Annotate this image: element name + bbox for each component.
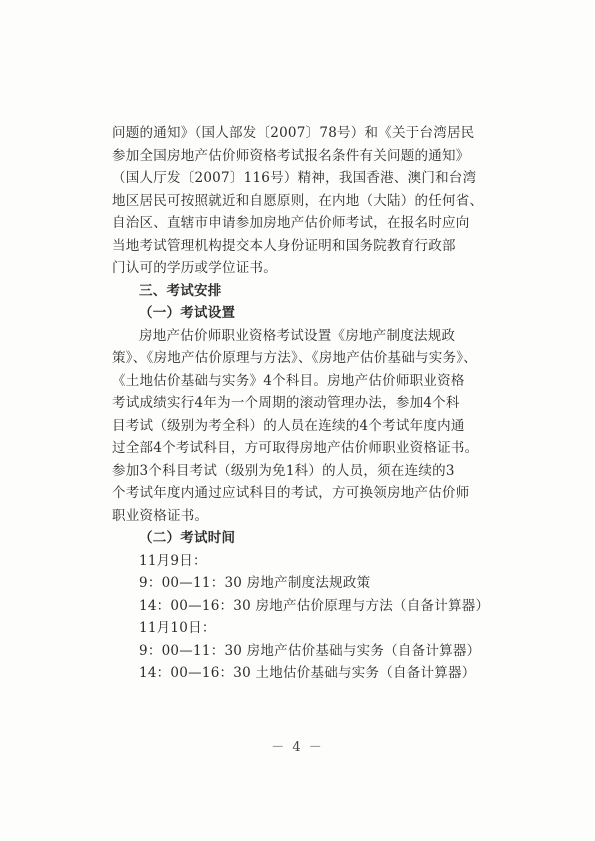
paragraph-line: 参加3个科目考试（级别为免1科）的人员，须在连续的3	[112, 462, 455, 479]
subsection-heading: （二）考试时间	[139, 530, 236, 546]
paragraph-line: 《土地估价基础与实务》4个科目。房地产估价师职业资格	[112, 372, 465, 389]
paragraph-line: 门认可的学历或学位证书。	[112, 260, 277, 276]
paragraph-line: 过全部4个考试科目，方可取得房地产估价师职业资格证书。	[112, 440, 479, 456]
paragraph-line: 当地考试管理机构提交本人身份证明和国务院教育行政部	[112, 237, 456, 254]
exam-session: 14：00—16：30 房地产估价原理与方法（自备计算器）	[139, 597, 490, 614]
paragraph-line: 参加全国房地产估价师资格考试报名条件有关问题的通知》	[112, 147, 470, 164]
page-number: － 4 －	[271, 740, 324, 755]
paragraph-line: 策》、《房地产估价原理与方法》、《房地产估价基础与实务》、	[112, 350, 477, 366]
paragraph-line: 考试成绩实行4年为一个周期的滚动管理办法，参加4个科	[112, 395, 460, 411]
paragraph-line: 问题的通知》（国人部发〔2007〕78号）和《关于台湾居民	[112, 125, 475, 141]
paragraph-line: （国人厅发〔2007〕116号）精神，我国香港、澳门和台湾	[112, 170, 477, 186]
exam-date: 11月9日：	[139, 552, 207, 569]
exam-session: 9：00—11：30 房地产估价基础与实务（自备计算器）	[139, 642, 481, 659]
paragraph-line: 职业资格证书。	[112, 507, 209, 524]
paragraph-line: 地区居民可按照就近和自愿原则，在内地（大陆）的任何省、	[112, 192, 484, 209]
exam-date: 11月10日：	[139, 620, 216, 636]
paragraph-line: 房地产估价师职业资格考试设置《房地产制度法规政	[139, 327, 456, 344]
subsection-heading: （一）考试设置	[139, 305, 236, 321]
paragraph-line: 个考试年度内通过应试科目的考试，方可换领房地产估价师	[112, 485, 470, 501]
exam-session: 14：00—16：30 土地估价基础与实务（自备计算器）	[139, 665, 476, 681]
paragraph-line: 目考试（级别为考全科）的人员在连续的4个考试年度内通	[112, 417, 465, 434]
section-heading: 三、考试安排	[139, 282, 222, 299]
document-body	[112, 122, 492, 685]
exam-session: 9：00—11：30 房地产制度法规政策	[139, 575, 371, 591]
paragraph-line: 自治区、直辖市申请参加房地产估价师考试，在报名时应向	[112, 215, 470, 231]
